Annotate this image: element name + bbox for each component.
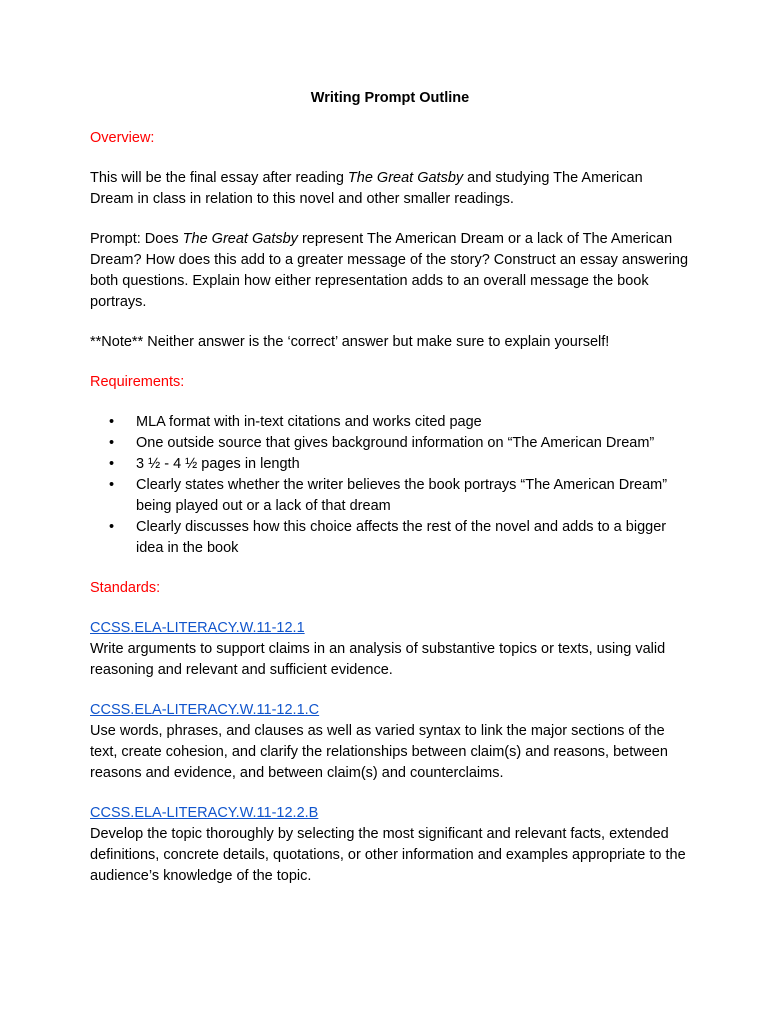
standard-link[interactable]: CCSS.ELA-LITERACY.W.11-12.2.B: [90, 805, 319, 821]
standard-block: [90, 803, 690, 887]
requirements-list: [90, 412, 690, 559]
standard-block: [90, 700, 690, 784]
list-item: [109, 475, 690, 517]
requirements-heading: Requirements:: [90, 374, 185, 390]
list-item: [109, 454, 690, 475]
bullet-icon: •: [109, 414, 115, 430]
overview-text-end: and studying The American Dream in class in relation to this novel and other smaller readings.: [90, 170, 643, 207]
requirement-text: MLA format with in-text citations and works cited page: [136, 414, 482, 430]
bullet-icon: •: [109, 456, 115, 472]
book-title: The Great Gatsby: [347, 170, 464, 186]
standard-description: Use words, phrases, and clauses as well as varied syntax to link the major sections of the text, create cohesion, and clarify the relationships between claim(s) and reasons, between reasons and evidence, and between claim(s) and counterclaims.: [90, 723, 668, 781]
standard-link[interactable]: CCSS.ELA-LITERACY.W.11-12.1: [90, 620, 305, 636]
note-paragraph: **Note** Neither answer is the ‘correct’ answer but make sure to explain yourself!: [90, 334, 610, 350]
requirement-text: Clearly discusses how this choice affects the rest of the novel and adds to a bigger idea in the book: [136, 519, 667, 556]
list-item: [109, 433, 690, 454]
list-item: [109, 412, 690, 433]
bullet-icon: •: [109, 435, 115, 451]
requirement-text: Clearly states whether the writer believes the book portrays “The American Dream” being played out or a lack of that dream: [136, 477, 668, 514]
bullet-icon: •: [109, 519, 115, 535]
prompt-text-end: represent The American Dream or a lack of The American Dream? How does this add to a greater message of the story? Construct an essay answering both questions. Explain how either representation adds to an overall message the book portrays.: [90, 231, 689, 310]
standard-description: Write arguments to support claims in an analysis of substantive topics or texts, using valid reasoning and relevant and sufficient evidence.: [90, 641, 666, 678]
list-item: [109, 517, 690, 559]
overview-paragraph: [90, 168, 690, 210]
document-title: Writing Prompt Outline: [310, 90, 470, 106]
prompt-text-start: Prompt: Does: [90, 231, 183, 247]
standard-link[interactable]: CCSS.ELA-LITERACY.W.11-12.1.C: [90, 702, 320, 718]
standard-block: [90, 618, 690, 681]
requirement-text: 3 ½ - 4 ½ pages in length: [136, 456, 300, 472]
bullet-icon: •: [109, 477, 115, 493]
document-page: [90, 88, 690, 906]
overview-heading: Overview:: [90, 130, 155, 146]
book-title: The Great Gatsby: [182, 231, 298, 247]
standards-heading: Standards:: [90, 580, 161, 596]
standard-description: Develop the topic thoroughly by selecting the most significant and relevant facts, extended definitions, concrete details, quotations, or other information and examples appropriate to the audience’s knowledge of the topic.: [90, 826, 686, 884]
overview-text-start: This will be the final essay after reading: [90, 170, 348, 186]
requirement-text: One outside source that gives background information on “The American Dream”: [136, 435, 655, 451]
prompt-paragraph: [90, 229, 690, 313]
